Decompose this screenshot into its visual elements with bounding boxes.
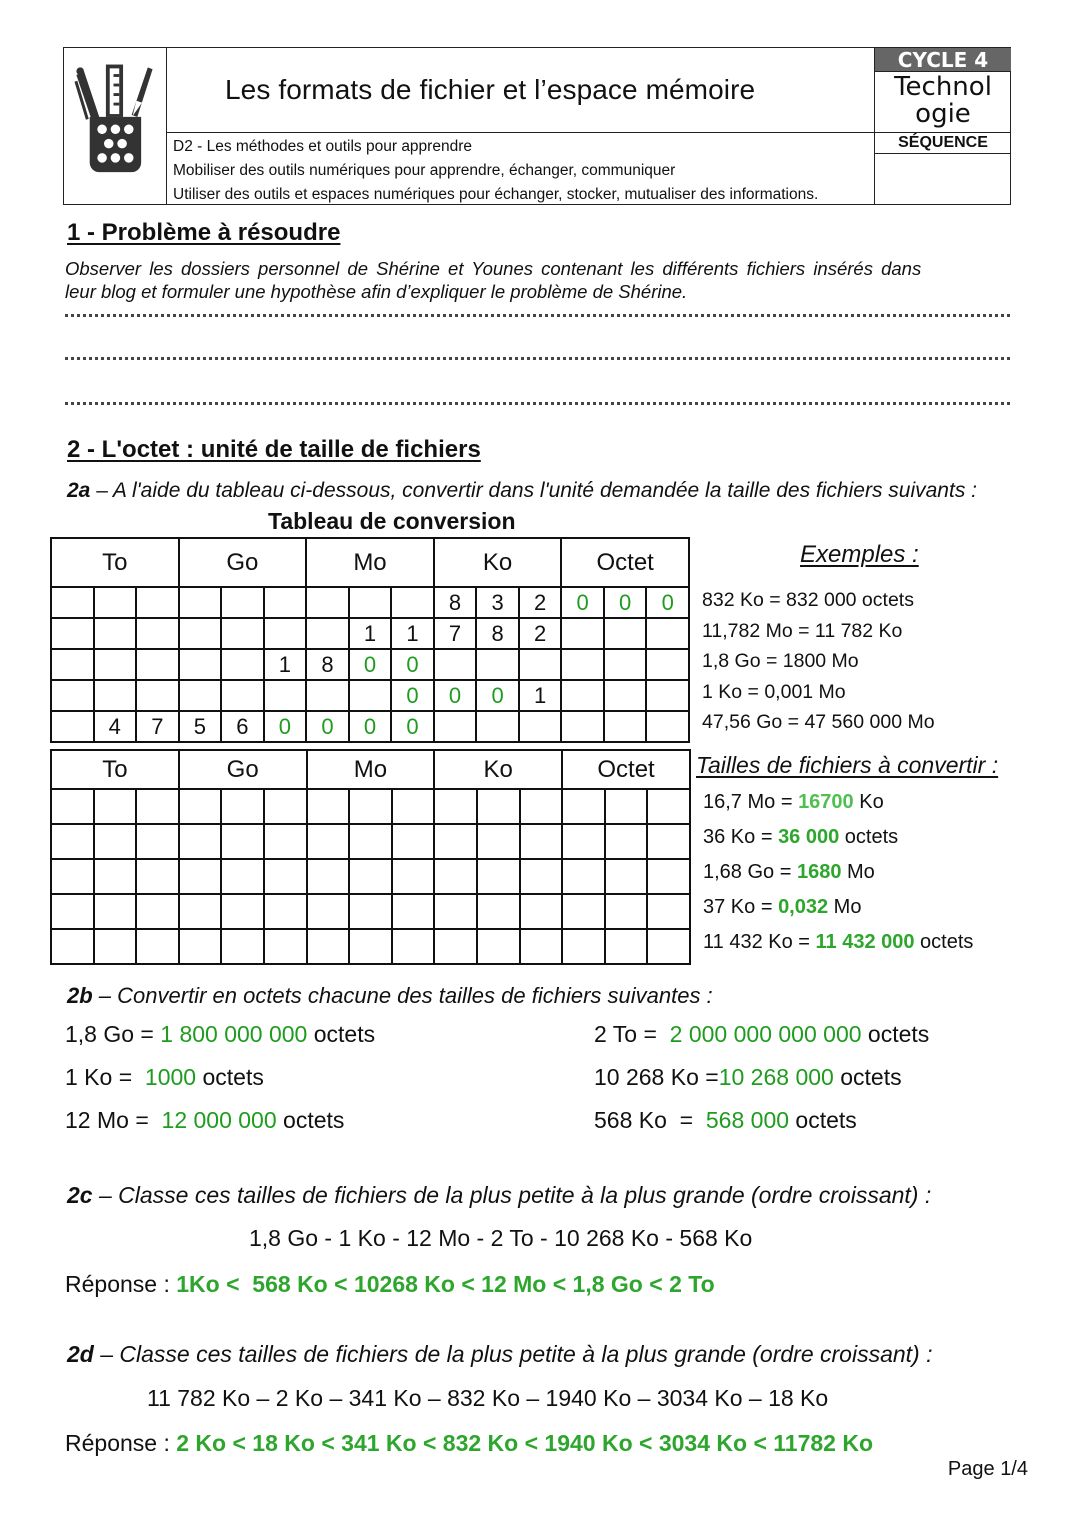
digit-cell[interactable] (562, 894, 605, 929)
response-value[interactable]: 1Ko < 568 Ko < 10268 Ko < 12 Mo < 1,8 Go < 2 To (176, 1271, 715, 1297)
digit-cell[interactable] (51, 894, 94, 929)
digit-cell[interactable] (306, 587, 349, 618)
digit-cell[interactable] (306, 618, 349, 649)
digit-cell[interactable] (646, 649, 689, 680)
instruction-line: Observer les dossiers personnel de Shérine et Younes contenant les différents fichiers insérés dans (65, 258, 922, 279)
digit-cell[interactable] (392, 789, 435, 824)
digit-cell[interactable] (264, 859, 307, 894)
digit-cell[interactable] (94, 618, 137, 649)
digit-cell[interactable] (179, 894, 222, 929)
digit-cell[interactable] (434, 894, 477, 929)
blank-table-row (51, 894, 690, 929)
digit-cell[interactable] (519, 711, 562, 742)
digit-cell[interactable] (561, 649, 604, 680)
digit-cell[interactable] (51, 680, 94, 711)
digit-cell[interactable] (51, 649, 94, 680)
digit-cell[interactable] (477, 859, 520, 894)
page-title: Les formats de fichier et l’espace mémoire (225, 74, 756, 105)
conversion-table-examples (50, 537, 690, 743)
response-2c (65, 1271, 715, 1298)
digit-cell[interactable] (136, 789, 179, 824)
digit-cell[interactable] (349, 789, 392, 824)
section-2-title: 2 - L'octet : unité de taille de fichiers (67, 436, 481, 463)
question-2a (67, 479, 977, 503)
digit-cell[interactable] (179, 824, 222, 859)
response-label: Réponse : (65, 1430, 177, 1456)
digit-cell[interactable] (349, 680, 392, 711)
answer-line-3[interactable] (65, 401, 1010, 405)
digit-cell[interactable]: 8 (476, 618, 519, 649)
digit-cell[interactable]: 0 (646, 587, 689, 618)
digit-cell[interactable]: 0 (306, 711, 349, 742)
digit-cell[interactable] (221, 680, 264, 711)
digit-cell[interactable] (221, 587, 264, 618)
digit-cell[interactable] (434, 824, 477, 859)
digit-cell[interactable] (477, 824, 520, 859)
digit-cell[interactable] (605, 859, 648, 894)
digit-cell[interactable] (51, 824, 94, 859)
digit-cell[interactable]: 1 (264, 649, 307, 680)
digit-cell[interactable] (434, 929, 477, 964)
skill-item: Mobiliser des outils numériques pour apprendre, échanger, communiquer (173, 162, 676, 179)
digit-cell[interactable] (646, 618, 689, 649)
logo-cell (64, 48, 167, 204)
section-1-title: 1 - Problème à résoudre (67, 219, 341, 246)
digit-cell[interactable] (136, 859, 179, 894)
response-label: Réponse : (65, 1271, 177, 1297)
digit-cell[interactable] (136, 587, 179, 618)
digit-cell[interactable] (520, 929, 563, 964)
to-convert-list (703, 786, 973, 961)
digit-cell[interactable] (520, 789, 563, 824)
digit-cell[interactable]: 0 (391, 711, 434, 742)
response-2d (65, 1430, 873, 1457)
unit-header: Octet (562, 750, 690, 789)
unit-header: To (51, 750, 179, 789)
digit-cell[interactable] (307, 929, 350, 964)
digit-cell[interactable] (136, 929, 179, 964)
blank-table-row (51, 824, 690, 859)
digit-cell[interactable] (434, 649, 477, 680)
digit-cell[interactable] (51, 859, 94, 894)
digit-cell[interactable] (264, 824, 307, 859)
digit-cell[interactable]: 3 (476, 587, 519, 618)
title-cell (167, 48, 874, 133)
digit-cell[interactable]: 6 (221, 711, 264, 742)
digit-cell[interactable] (221, 789, 264, 824)
digit-cell[interactable] (647, 824, 690, 859)
skill-item: Utiliser des outils et espaces numériques pour échanger, stocker, mutualiser des informations. (173, 186, 819, 203)
conversion-table-blank (50, 749, 691, 965)
digit-cell[interactable] (94, 929, 137, 964)
instruction-line: leur blog et formuler une hypothèse afin d’expliquer le problème de Shérine. (65, 281, 688, 302)
digit-cell[interactable] (51, 711, 94, 742)
example-table-row (51, 649, 689, 680)
digit-cell[interactable] (307, 859, 350, 894)
digit-cell[interactable] (520, 894, 563, 929)
digit-cell[interactable] (605, 929, 648, 964)
unit-header: Mo (307, 750, 435, 789)
digit-cell[interactable] (221, 824, 264, 859)
skill-item: D2 - Les méthodes et outils pour apprendre (173, 138, 472, 155)
examples-title: Exemples : (800, 541, 919, 568)
answer-value[interactable]: 36 000 (778, 826, 840, 848)
digit-cell[interactable] (179, 929, 222, 964)
question-text: – A l'aide du tableau ci-dessous, convertir dans l'unité demandée la taille des fichiers suivants : (90, 479, 977, 502)
digit-cell[interactable] (264, 929, 307, 964)
digit-cell[interactable] (179, 859, 222, 894)
digit-cell[interactable] (349, 894, 392, 929)
octet-conversion-item: 12 Mo = 12 000 000 octets (65, 1107, 345, 1133)
question-2b (67, 983, 713, 1009)
answer-line-2[interactable] (65, 356, 1010, 360)
digit-cell[interactable] (221, 859, 264, 894)
question-label: 2d (67, 1341, 94, 1367)
question-text: – Classe ces tailles de fichiers de la plus petite à la plus grande (ordre croissant) : (93, 1341, 933, 1367)
digit-cell[interactable] (477, 929, 520, 964)
digit-cell[interactable] (647, 929, 690, 964)
digit-cell[interactable] (477, 894, 520, 929)
digit-cell[interactable] (604, 711, 647, 742)
digit-cell[interactable] (561, 680, 604, 711)
worksheet-header (63, 47, 1011, 205)
unit-header: Go (179, 538, 307, 587)
conversion-item: 36 Ko = 36 000 octets (703, 826, 899, 848)
digit-cell[interactable] (264, 680, 307, 711)
question-2c (67, 1182, 931, 1209)
digit-cell[interactable]: 0 (264, 711, 307, 742)
digit-cell[interactable] (221, 894, 264, 929)
unit-header-row (51, 538, 689, 587)
table-title: Tableau de conversion (268, 508, 516, 534)
digit-cell[interactable] (605, 894, 648, 929)
blank-table-row (51, 929, 690, 964)
answer-value[interactable]: 568 000 (705, 1107, 790, 1133)
answer-value[interactable]: 1 800 000 000 (160, 1021, 308, 1047)
conversion-item: 1,68 Go = 1680 Mo (703, 861, 875, 883)
answer-value[interactable]: 0,032 (778, 896, 829, 918)
digit-cell[interactable] (434, 711, 477, 742)
answer-value[interactable]: 1680 (796, 861, 842, 883)
digit-cell[interactable]: 1 (349, 618, 392, 649)
digit-cell[interactable] (647, 894, 690, 929)
digit-cell[interactable] (562, 789, 605, 824)
example-item: 47,56 Go = 47 560 000 Mo (702, 711, 935, 733)
digit-cell[interactable] (392, 824, 435, 859)
digit-cell[interactable]: 0 (391, 649, 434, 680)
digit-cell[interactable] (562, 824, 605, 859)
digit-cell[interactable] (520, 824, 563, 859)
question-label: 2b (67, 983, 93, 1008)
digit-cell[interactable] (434, 789, 477, 824)
digit-cell[interactable] (349, 587, 392, 618)
sizes-list-2d: 11 782 Ko – 2 Ko – 341 Ko – 832 Ko – 1940 Ko – 3034 Ko – 18 Ko (147, 1385, 829, 1411)
unit-header: Ko (434, 538, 562, 587)
digit-cell[interactable] (476, 711, 519, 742)
section-1-instruction (65, 257, 1025, 303)
sequence-label: SÉQUENCE (875, 133, 1011, 154)
digit-cell[interactable]: 1 (519, 680, 562, 711)
skills-list (167, 133, 874, 205)
digit-cell[interactable] (94, 859, 137, 894)
answer-value[interactable]: 11 432 000 (815, 931, 915, 953)
sequence-value (875, 154, 1011, 202)
unit-header: Mo (306, 538, 434, 587)
digit-cell[interactable] (349, 859, 392, 894)
digit-cell[interactable] (264, 618, 307, 649)
octet-conversion-item: 2 To = 2 000 000 000 000 octets (594, 1021, 930, 1047)
digit-cell[interactable] (264, 894, 307, 929)
digit-cell[interactable] (307, 824, 350, 859)
question-text: – Convertir en octets chacune des tailles de fichiers suivantes : (92, 983, 713, 1008)
digit-cell[interactable] (179, 618, 222, 649)
digit-cell[interactable] (179, 649, 222, 680)
digit-cell[interactable]: 0 (476, 680, 519, 711)
answer-line-1[interactable] (65, 313, 1010, 317)
answer-value[interactable]: 16700 (798, 791, 854, 813)
unit-header: To (51, 538, 179, 587)
question-2d (67, 1341, 932, 1368)
unit-header: Ko (434, 750, 562, 789)
digit-cell[interactable] (519, 649, 562, 680)
to-convert-title: Tailles de fichiers à convertir : (696, 752, 999, 778)
digit-cell[interactable] (392, 894, 435, 929)
octet-conversion-item: 1 Ko = 1000 octets (65, 1064, 264, 1090)
digit-cell[interactable] (136, 649, 179, 680)
digit-cell[interactable] (349, 824, 392, 859)
digit-cell[interactable] (349, 929, 392, 964)
digit-cell[interactable] (604, 649, 647, 680)
digit-cell[interactable] (646, 680, 689, 711)
digit-cell[interactable] (136, 894, 179, 929)
unit-header: Go (179, 750, 307, 789)
subject-line-2: ogie (915, 99, 971, 129)
digit-cell[interactable]: 8 (434, 587, 477, 618)
digit-cell[interactable] (307, 894, 350, 929)
digit-cell[interactable]: 4 (94, 711, 137, 742)
octet-conversion-item: 10 268 Ko =10 268 000 octets (594, 1064, 902, 1090)
digit-cell[interactable] (94, 789, 137, 824)
example-table-row (51, 618, 689, 649)
example-item: 1 Ko = 0,001 Mo (702, 680, 846, 703)
blank-table-row (51, 789, 690, 824)
subject-line-1: Technol (894, 72, 992, 102)
digit-cell[interactable] (94, 680, 137, 711)
example-table-row (51, 680, 689, 711)
digit-cell[interactable] (94, 894, 137, 929)
digit-cell[interactable] (306, 680, 349, 711)
digit-cell[interactable] (264, 789, 307, 824)
digit-cell[interactable]: 0 (349, 711, 392, 742)
answer-value[interactable]: 1000 (144, 1064, 197, 1090)
example-item: 832 Ko = 832 000 octets (702, 589, 914, 611)
digit-cell[interactable] (51, 587, 94, 618)
digit-cell[interactable] (264, 587, 307, 618)
digit-cell[interactable] (605, 824, 648, 859)
digit-cell[interactable] (94, 587, 137, 618)
pencil-cup-icon (64, 48, 164, 203)
conversion-item: 16,7 Mo = 16700 Ko (703, 791, 884, 813)
digit-cell[interactable] (392, 929, 435, 964)
digit-cell[interactable] (221, 929, 264, 964)
example-item: 11,782 Mo = 11 782 Ko (702, 619, 903, 642)
examples-list (702, 585, 935, 738)
digit-cell[interactable] (221, 618, 264, 649)
blank-table-row (51, 859, 690, 894)
conversion-item: 37 Ko = 0,032 Mo (703, 896, 862, 918)
conversion-item: 11 432 Ko = 11 432 000 octets (703, 931, 974, 953)
example-table-row (51, 711, 689, 742)
example-item: 1,8 Go = 1800 Mo (702, 650, 859, 672)
question-label: 2a (67, 479, 91, 502)
digit-cell[interactable] (476, 649, 519, 680)
digit-cell[interactable] (562, 859, 605, 894)
digit-cell[interactable]: 7 (434, 618, 477, 649)
digit-cell[interactable] (520, 859, 563, 894)
digit-cell[interactable]: 5 (179, 711, 222, 742)
digit-cell[interactable] (391, 587, 434, 618)
digit-cell[interactable] (392, 859, 435, 894)
digit-cell[interactable]: 8 (306, 649, 349, 680)
digit-cell[interactable] (647, 789, 690, 824)
digit-cell[interactable] (51, 929, 94, 964)
octet-conversion-item: 568 Ko = 568 000 octets (594, 1107, 857, 1133)
answer-value[interactable]: 12 000 000 (161, 1107, 277, 1133)
digit-cell[interactable] (94, 824, 137, 859)
octet-conversion-item: 1,8 Go = 1 800 000 000 octets (65, 1021, 376, 1047)
digit-cell[interactable] (51, 789, 94, 824)
cycle-badge: CYCLE 4 (875, 48, 1011, 72)
digit-cell[interactable]: 0 (434, 680, 477, 711)
digit-cell[interactable]: 0 (391, 680, 434, 711)
unit-header-row (51, 750, 690, 789)
digit-cell[interactable]: 2 (519, 618, 562, 649)
digit-cell[interactable]: 0 (604, 587, 647, 618)
digit-cell[interactable] (646, 711, 689, 742)
digit-cell[interactable] (94, 649, 137, 680)
digit-cell[interactable] (136, 824, 179, 859)
digit-cell[interactable] (136, 680, 179, 711)
digit-cell[interactable] (221, 649, 264, 680)
digit-cell[interactable]: 0 (349, 649, 392, 680)
digit-cell[interactable] (136, 618, 179, 649)
digit-cell[interactable] (307, 789, 350, 824)
subject-label (875, 72, 1011, 133)
answer-value[interactable]: 2 000 000 000 000 (669, 1021, 862, 1047)
digit-cell[interactable] (604, 618, 647, 649)
digit-cell[interactable] (51, 618, 94, 649)
digit-cell[interactable] (477, 789, 520, 824)
digit-cell[interactable] (434, 859, 477, 894)
digit-cell[interactable] (604, 680, 647, 711)
unit-header: Octet (561, 538, 689, 587)
question-label: 2c (67, 1182, 93, 1208)
digit-cell[interactable]: 7 (136, 711, 179, 742)
digit-cell[interactable] (179, 680, 222, 711)
digit-cell[interactable]: 1 (391, 618, 434, 649)
example-table-row (51, 587, 689, 618)
digit-cell[interactable]: 2 (519, 587, 562, 618)
digit-cell[interactable] (562, 929, 605, 964)
digit-cell[interactable] (561, 618, 604, 649)
digit-cell[interactable] (179, 587, 222, 618)
digit-cell[interactable] (605, 789, 648, 824)
answer-value[interactable]: 10 268 000 (718, 1064, 834, 1090)
digit-cell[interactable] (179, 789, 222, 824)
question-text: – Classe ces tailles de fichiers de la plus petite à la plus grande (ordre croissant) : (92, 1182, 932, 1208)
header-right-panel (874, 48, 1011, 204)
digit-cell[interactable] (647, 859, 690, 894)
digit-cell[interactable] (561, 711, 604, 742)
response-value[interactable]: 2 Ko < 18 Ko < 341 Ko < 832 Ko < 1940 Ko < 3034 Ko < 11782 Ko (176, 1430, 874, 1456)
sizes-list-2c: 1,8 Go - 1 Ko - 12 Mo - 2 To - 10 268 Ko - 568 Ko (249, 1225, 753, 1251)
digit-cell[interactable]: 0 (561, 587, 604, 618)
page-number: Page 1/4 (947, 1458, 1028, 1480)
